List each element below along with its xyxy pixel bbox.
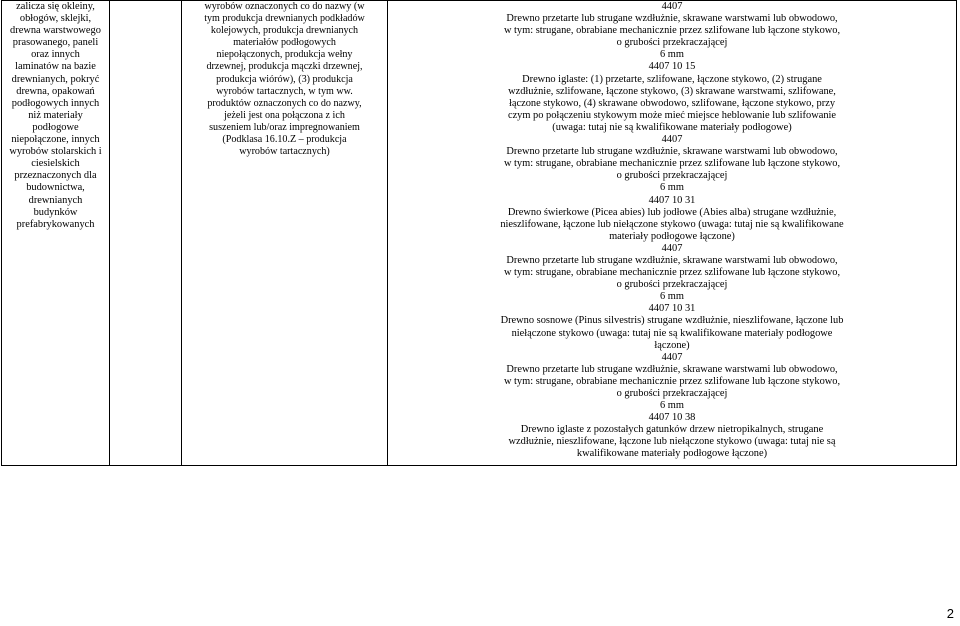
document-table [1,0,957,466]
text-line: 4407 10 31 [648,303,696,315]
text-line: 6 mm [660,291,684,303]
text-line: łączone stykowo, (4) skrawane obwodowo, szlifowane, łączone stykowo, przy [508,97,836,109]
text-line: tym produkcja drewnianych podkładów [204,13,365,25]
text-line: o grubości przekraczającej [616,37,728,49]
category-text [2,1,109,231]
text-line: drewnianych, pokryć [11,73,100,85]
table-cell-description [182,1,388,466]
text-line: Drewno świerkowe (Picea abies) lub jodłowe (Abies alba) strugane wzdłużnie, [507,206,837,218]
text-line: w tym: strugane, obrabiane mechanicznie przez szlifowane lub łączone stykowo, [503,267,841,279]
text-line: obłogów, sklejki, [19,13,92,25]
text-line: drewna warstwowego [10,25,101,37]
text-line: ciesielskich [31,158,80,170]
text-line: wyrobów oznaczonych co do nazwy (w [204,1,365,12]
text-line: niepołączone, innych [11,134,100,146]
text-line: 6 mm [660,182,684,194]
text-line: nieszlifowane, łączone lub niełączone stykowo (uwaga: tutaj nie są kwalifikowane [500,218,844,230]
text-line: przeznaczonych dla [14,170,97,182]
text-line: o grubości przekraczającej [616,170,728,182]
table-row [2,1,957,466]
text-line: w tym: strugane, obrabiane mechanicznie przez szlifowane lub łączone stykowo, [503,25,841,37]
text-line: w tym: strugane, obrabiane mechanicznie przez szlifowane lub łączone stykowo, [503,375,841,387]
product-codes-text [388,1,956,461]
text-line: 4407 [661,134,683,146]
text-line: o grubości przekraczającej [616,279,728,291]
text-line: laminatów na bazie [15,61,96,73]
text-line: Drewno przetarte lub strugane wzdłużnie, skrawane warstwami lub obwodowo, [506,254,838,266]
text-line: czym po połączeniu stykowym może mieć miejsce heblowanie lub szlifowanie [507,109,837,121]
text-line: prefabrykowanych [16,218,95,230]
text-line: Drewno przetarte lub strugane wzdłużnie, skrawane warstwami lub obwodowo, [506,363,838,375]
text-line: w tym: strugane, obrabiane mechanicznie przez szlifowane lub łączone stykowo, [503,158,841,170]
text-line: Drewno iglaste: (1) przetarte, szlifowane, łączone stykowo, (2) strugane [522,73,822,85]
text-line: zalicza się okleiny, [16,1,95,12]
description-text [182,1,387,158]
page-number: 2 [946,606,954,621]
text-line: oraz innych [31,49,80,61]
text-line: podłogowych innych [11,97,100,109]
text-line: suszeniem lub/oraz impregnowaniem [209,121,360,133]
text-line: produkcja wiórów), (3) produkcja [216,73,353,85]
table-cell-product-codes [388,1,957,466]
text-line: materiały podłogowe łączone) [609,230,735,242]
text-line: budownictwa, [26,182,85,194]
table-cell-category [2,1,110,466]
text-line: 6 mm [660,49,684,61]
text-line: kwalifikowane materiały podłogowe łączone) [576,448,768,460]
text-line: podłogowe [32,121,79,133]
text-line: budynków [33,206,78,218]
text-line: produktów oznaczonych co do nazwy, [207,97,362,109]
text-line: (Podklasa 16.10.Z – produkcja [222,134,347,146]
text-line: Drewno sosnowe (Pinus silvestris) strugane wzdłużnie, nieszlifowane, łączone lub [500,315,844,327]
text-line: wyrobów tartacznych, w tym ww. [216,85,353,97]
text-line: wzdłużnie, nieszlifowane, łączone lub niełączone stykowo (uwaga: tutaj nie są [508,436,836,448]
text-line: niełączone stykowo (uwaga: tutaj nie są kwalifikowane materiały podłogowe [511,327,833,339]
text-line: 4407 [661,351,683,363]
text-line: wyrobów tartacznych) [239,146,330,158]
text-line: Drewno przetarte lub strugane wzdłużnie, skrawane warstwami lub obwodowo, [506,146,838,158]
text-line: kolejowych, produkcja drewnianych [210,25,359,37]
text-line: niż materiały [28,109,83,121]
text-line: (uwaga: tutaj nie są kwalifikowane materiały podłogowe) [552,121,792,133]
text-line: 4407 10 15 [648,61,696,73]
table-cell-empty [110,1,182,466]
text-line: materiałów podłogowych [233,37,336,49]
text-line: łączone) [654,339,690,351]
text-line: 4407 10 38 [648,412,696,424]
text-line: jeżeli jest ona połączona z ich [224,109,345,121]
text-line: niepołączonych, produkcja wełny [216,49,353,61]
text-line: Drewno iglaste z pozostałych gatunków drzew nietropikalnych, strugane [520,424,824,436]
text-line: wyrobów stolarskich i [9,146,102,158]
text-line: Drewno przetarte lub strugane wzdłużnie, skrawane warstwami lub obwodowo, [506,13,838,25]
text-line: 6 mm [660,400,684,412]
text-line: 4407 10 31 [648,194,696,206]
text-line: o grubości przekraczającej [616,388,728,399]
text-line: drzewnej, produkcja mączki drzewnej, [206,61,363,73]
text-line: drewna, opakowań [16,85,95,97]
text-line: 4407 [661,1,683,12]
text-line: 4407 [661,242,683,254]
text-line: drewnianych [28,194,83,206]
text-line: wzdłużnie, szlifowane, łączone stykowo, (3) skrawane warstwami, szlifowane, [508,85,836,97]
text-line: prasowanego, paneli [12,37,99,49]
